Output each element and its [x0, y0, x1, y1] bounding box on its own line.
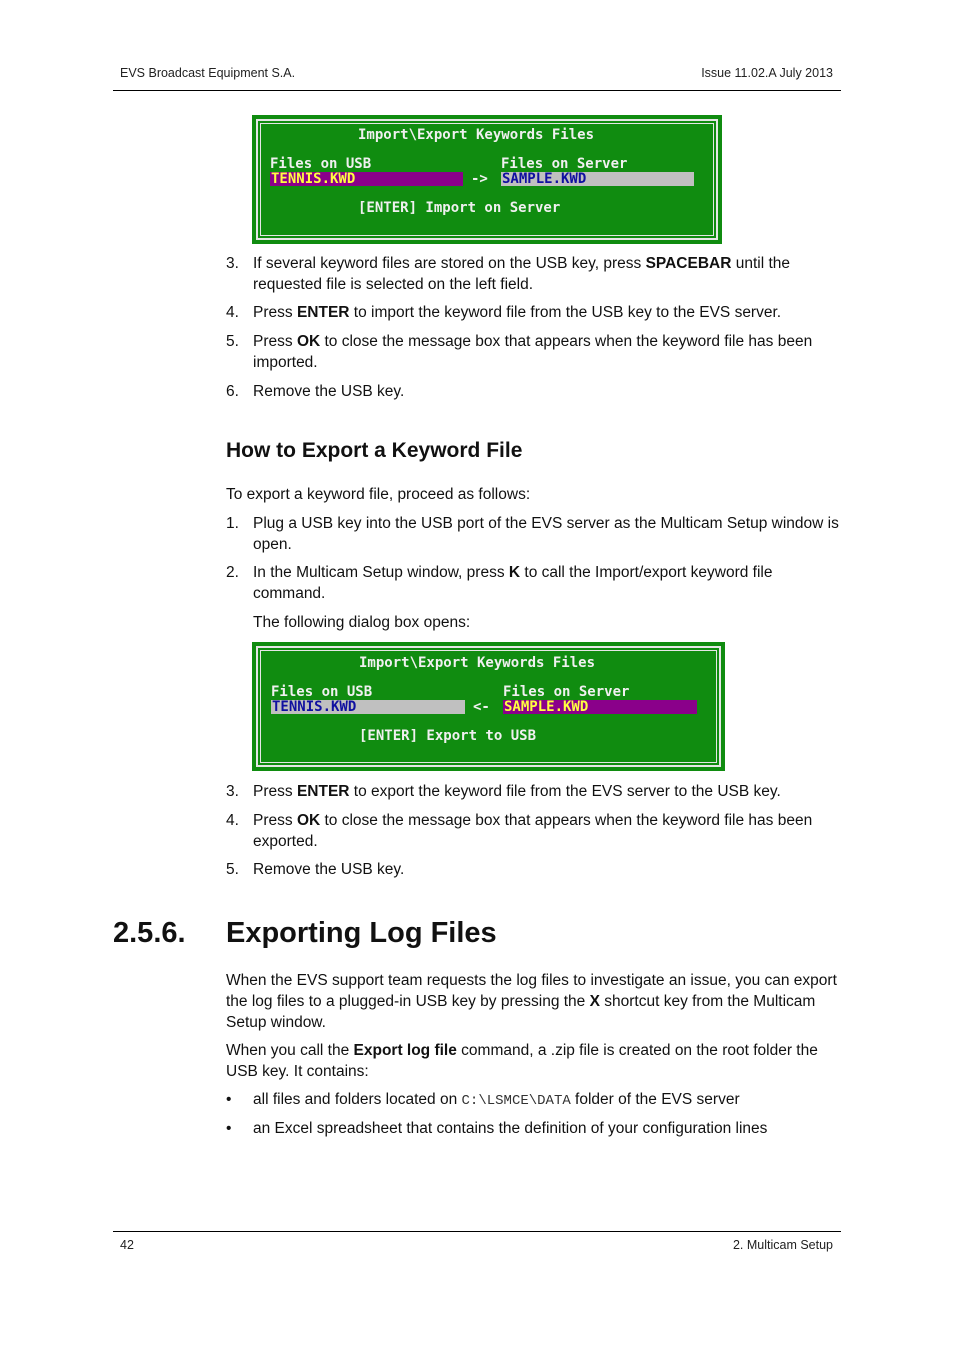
- arrow-left-icon: <-: [473, 699, 490, 715]
- step-text: In the Multicam Setup window, press K to call the Import/export keyword file command.: [253, 564, 773, 602]
- section-title: Exporting Log Files: [226, 917, 497, 949]
- step-number: 6.: [226, 383, 239, 400]
- step-number: 3.: [226, 255, 239, 272]
- server-files-label: Files on Server: [501, 156, 628, 172]
- section-number: 2.5.6.: [113, 917, 186, 949]
- dialog-action: [ENTER] Export to USB: [359, 728, 537, 744]
- bullet-icon: •: [226, 1120, 232, 1137]
- header-rule: [113, 90, 841, 91]
- step-number: 2.: [226, 564, 239, 581]
- bullet-item: all files and folders located on C:\LSMCE\DATA folder of the EVS server: [253, 1091, 740, 1109]
- import-dialog-screenshot: [252, 115, 722, 244]
- usb-file-field: TENNIS.KWD: [270, 172, 463, 186]
- export-intro: To export a keyword file, proceed as follows:: [226, 486, 531, 503]
- dialog-action: [ENTER] Import on Server: [358, 200, 561, 216]
- header-issue: Issue 11.02.A July 2013: [701, 66, 833, 80]
- step-text: Press OK to close the message box that appears when the keyword file has been imported.: [253, 333, 813, 371]
- log-paragraph-2: When you call the Export log file command, a .zip file is created on the root folder the USB key. It contains:: [226, 1042, 818, 1080]
- usb-files-label: Files on USB: [270, 156, 372, 172]
- bullet-icon: •: [226, 1091, 232, 1108]
- arrow-right-icon: ->: [471, 171, 488, 187]
- step-text: Remove the USB key.: [253, 861, 405, 878]
- dialog-title: Import\Export Keywords Files: [358, 127, 595, 143]
- server-file-field: SAMPLE.KWD: [501, 172, 694, 186]
- step-number: 3.: [226, 783, 239, 800]
- bullet-item: an Excel spreadsheet that contains the definition of your configuration lines: [253, 1120, 768, 1137]
- usb-files-label: Files on USB: [271, 684, 373, 700]
- step-number: 5.: [226, 861, 239, 878]
- step-text: If several keyword files are stored on the USB key, press SPACEBAR until the requested file is selected on the left field.: [253, 255, 791, 293]
- server-file-field: SAMPLE.KWD: [503, 700, 697, 714]
- step-number: 5.: [226, 333, 239, 350]
- step-number: 1.: [226, 515, 239, 532]
- step-number: 4.: [226, 304, 239, 321]
- footer-chapter: 2. Multicam Setup: [732, 1238, 833, 1252]
- step-number: 4.: [226, 812, 239, 829]
- usb-file-field: TENNIS.KWD: [271, 700, 465, 714]
- dialog-intro: The following dialog box opens:: [253, 614, 471, 631]
- log-paragraph-1: When the EVS support team requests the log files to investigate an issue, you can export the log files to a plugged-in USB key by pressing the X shortcut key from the Multicam Setup window.: [226, 972, 837, 1031]
- page-number: 42: [120, 1238, 134, 1252]
- export-heading: How to Export a Keyword File: [226, 439, 523, 462]
- dialog-title: Import\Export Keywords Files: [359, 655, 596, 671]
- step-text: Press ENTER to import the keyword file from the USB key to the EVS server.: [253, 304, 782, 321]
- step-text: Plug a USB key into the USB port of the EVS server as the Multicam Setup window is open.: [253, 515, 839, 553]
- footer-rule: [113, 1231, 841, 1232]
- server-files-label: Files on Server: [503, 684, 630, 700]
- step-text: Remove the USB key.: [253, 383, 405, 400]
- export-dialog-screenshot: [252, 642, 725, 771]
- step-text: Press OK to close the message box that appears when the keyword file has been exported.: [253, 812, 813, 850]
- header-company: EVS Broadcast Equipment S.A.: [120, 66, 296, 80]
- step-text: Press ENTER to export the keyword file from the EVS server to the USB key.: [253, 783, 781, 800]
